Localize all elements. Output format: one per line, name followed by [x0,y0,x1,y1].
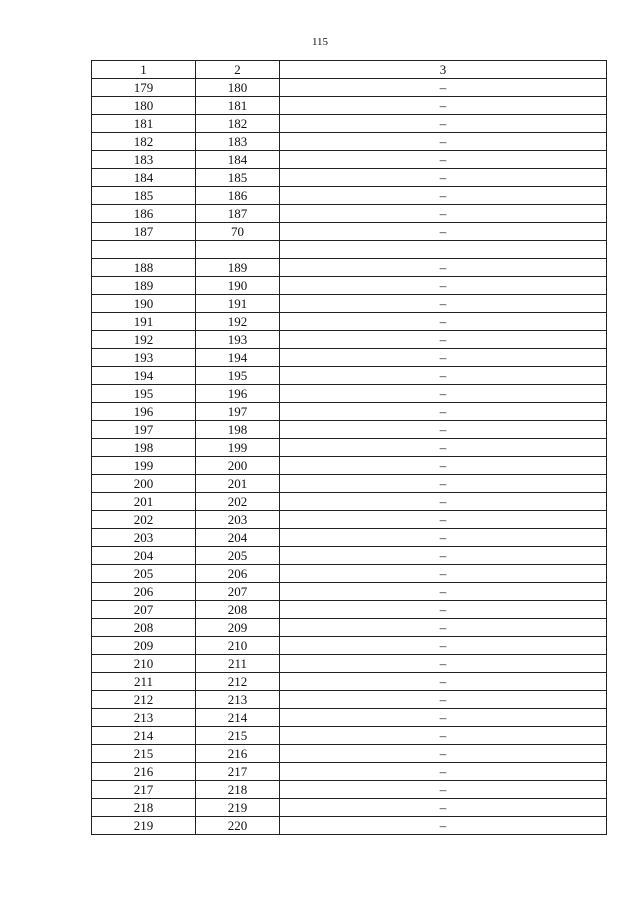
table-cell-col1: 191 [92,313,196,331]
table-cell-col2: 70 [196,223,280,241]
table-cell-col2: 185 [196,169,280,187]
table-cell-col2: 206 [196,565,280,583]
table-cell-col1: 211 [92,673,196,691]
table-cell-col1: 185 [92,187,196,205]
table-row [92,655,607,673]
table-cell-col1: 201 [92,493,196,511]
table-row [92,439,607,457]
table-cell-col3: – [280,565,607,583]
table-cell-col3: – [280,745,607,763]
table-row [92,565,607,583]
table-cell-col3: – [280,187,607,205]
table-row [92,781,607,799]
table-cell-col3: – [280,763,607,781]
table-row [92,601,607,619]
table-row [92,151,607,169]
table-cell-col3: – [280,439,607,457]
header-cell-1: 1 [92,61,196,79]
table-row [92,403,607,421]
table-cell-col3: – [280,511,607,529]
table-row [92,313,607,331]
table-cell-col1: 179 [92,79,196,97]
table-cell-col1: 184 [92,169,196,187]
table-cell-col2: 214 [196,709,280,727]
table-cell-col3: – [280,691,607,709]
table-cell-col2: 199 [196,439,280,457]
table-cell-col2: 198 [196,421,280,439]
table-row [92,637,607,655]
table-cell-col2: 209 [196,619,280,637]
table-row [92,547,607,565]
table-cell-col3: – [280,475,607,493]
table-cell-col2: 191 [196,295,280,313]
table-row [92,205,607,223]
table-cell-col1: 189 [92,277,196,295]
table-cell-col3: – [280,403,607,421]
table-row [92,421,607,439]
table-cell-col1: 217 [92,781,196,799]
table-row [92,277,607,295]
table-cell-col3: – [280,169,607,187]
table-cell-col3: – [280,313,607,331]
table-cell-col3: – [280,349,607,367]
table-cell-col1: 205 [92,565,196,583]
table-cell-col1: 199 [92,457,196,475]
table-row [92,529,607,547]
table-row [92,745,607,763]
page-number: 115 [311,36,329,48]
table-cell-col3: – [280,97,607,115]
table-cell-col1: 204 [92,547,196,565]
table-cell-col2: 197 [196,403,280,421]
table-row [92,97,607,115]
table-cell-col2: 213 [196,691,280,709]
table-cell-col2: 208 [196,601,280,619]
table-cell-col3: – [280,385,607,403]
table-cell-col3: – [280,259,607,277]
table-cell-col1: 215 [92,745,196,763]
table-cell-col3: – [280,727,607,745]
table-cell-col2: 219 [196,799,280,817]
table-cell-col2 [196,241,280,259]
table-cell-col1: 187 [92,223,196,241]
table-row [92,619,607,637]
table-cell-col3: – [280,457,607,475]
table-cell-col2: 207 [196,583,280,601]
table-row [92,817,607,835]
table-row [92,709,607,727]
table-cell-col3: – [280,421,607,439]
table-cell-col3 [280,241,607,259]
table-row [92,763,607,781]
table-row [92,367,607,385]
table-cell-col3: – [280,799,607,817]
table-cell-col1: 192 [92,331,196,349]
table-row [92,385,607,403]
table-cell-col2: 210 [196,637,280,655]
table-cell-col2: 220 [196,817,280,835]
header-cell-3: 3 [280,61,607,79]
table-cell-col2: 203 [196,511,280,529]
table-cell-col3: – [280,115,607,133]
table-cell-col3: – [280,151,607,169]
table-cell-col1: 213 [92,709,196,727]
table-cell-col3: – [280,709,607,727]
table-cell-col1: 218 [92,799,196,817]
table-cell-col3: – [280,277,607,295]
table-cell-col1: 181 [92,115,196,133]
table-cell-col1: 188 [92,259,196,277]
table-cell-col3: – [280,583,607,601]
table-row [92,79,607,97]
table-row [92,457,607,475]
table-cell-col2: 204 [196,529,280,547]
table-cell-col2: 216 [196,745,280,763]
table-cell-col2: 200 [196,457,280,475]
table-cell-col1: 209 [92,637,196,655]
table-cell-col1: 202 [92,511,196,529]
table-cell-col3: – [280,619,607,637]
table-cell-col3: – [280,655,607,673]
table-row [92,727,607,745]
table-cell-col1: 186 [92,205,196,223]
table-cell-col3: – [280,223,607,241]
table-cell-col2: 194 [196,349,280,367]
table-body [92,61,607,835]
table-cell-col2: 215 [196,727,280,745]
table-cell-col3: – [280,493,607,511]
table-row [92,187,607,205]
table-row [92,115,607,133]
table-cell-col2: 217 [196,763,280,781]
table-cell-col3: – [280,601,607,619]
table-cell-col2: 201 [196,475,280,493]
table-cell-col2: 202 [196,493,280,511]
table-cell-col2: 196 [196,385,280,403]
table-cell-col1: 216 [92,763,196,781]
table-cell-col3: – [280,781,607,799]
table-cell-col1: 206 [92,583,196,601]
table-cell-col2: 180 [196,79,280,97]
table-row [92,241,607,259]
table-cell-col1: 195 [92,385,196,403]
table-cell-col1: 196 [92,403,196,421]
table-cell-col3: – [280,817,607,835]
table-cell-col1: 193 [92,349,196,367]
table-cell-col1: 212 [92,691,196,709]
table-row [92,583,607,601]
table-cell-col3: – [280,529,607,547]
table-cell-col1: 200 [92,475,196,493]
table-cell-col1 [92,241,196,259]
table-cell-col2: 186 [196,187,280,205]
table-cell-col2: 195 [196,367,280,385]
table-cell-col1: 197 [92,421,196,439]
table-row [92,349,607,367]
table-row [92,475,607,493]
table-cell-col1: 194 [92,367,196,385]
table-cell-col2: 193 [196,331,280,349]
table-cell-col3: – [280,133,607,151]
table-cell-col2: 183 [196,133,280,151]
data-table [91,60,607,835]
table-cell-col1: 190 [92,295,196,313]
table-row [92,511,607,529]
table-cell-col3: – [280,673,607,691]
table-cell-col2: 192 [196,313,280,331]
table-cell-col2: 187 [196,205,280,223]
table-cell-col2: 190 [196,277,280,295]
table-cell-col1: 210 [92,655,196,673]
table-row [92,133,607,151]
table-cell-col2: 212 [196,673,280,691]
table-row [92,691,607,709]
table-row [92,673,607,691]
table-row [92,331,607,349]
table-cell-col3: – [280,331,607,349]
table-cell-col1: 182 [92,133,196,151]
table-cell-col1: 219 [92,817,196,835]
table-cell-col2: 205 [196,547,280,565]
table-cell-col1: 203 [92,529,196,547]
table-cell-col3: – [280,295,607,313]
table-row [92,295,607,313]
table-cell-col3: – [280,205,607,223]
table-row [92,223,607,241]
table-cell-col1: 208 [92,619,196,637]
table-cell-col1: 214 [92,727,196,745]
table-cell-col2: 189 [196,259,280,277]
table-cell-col1: 180 [92,97,196,115]
table-cell-col3: – [280,79,607,97]
table-row [92,799,607,817]
table-cell-col2: 182 [196,115,280,133]
table-row [92,259,607,277]
table-cell-col2: 218 [196,781,280,799]
table-row [92,169,607,187]
header-cell-2: 2 [196,61,280,79]
table-cell-col2: 211 [196,655,280,673]
table-cell-col1: 198 [92,439,196,457]
table-cell-col1: 183 [92,151,196,169]
table-cell-col3: – [280,637,607,655]
table-cell-col3: – [280,547,607,565]
table-cell-col2: 184 [196,151,280,169]
table-cell-col1: 207 [92,601,196,619]
table-header-row [92,61,607,79]
table-row [92,493,607,511]
table-cell-col2: 181 [196,97,280,115]
table-cell-col3: – [280,367,607,385]
